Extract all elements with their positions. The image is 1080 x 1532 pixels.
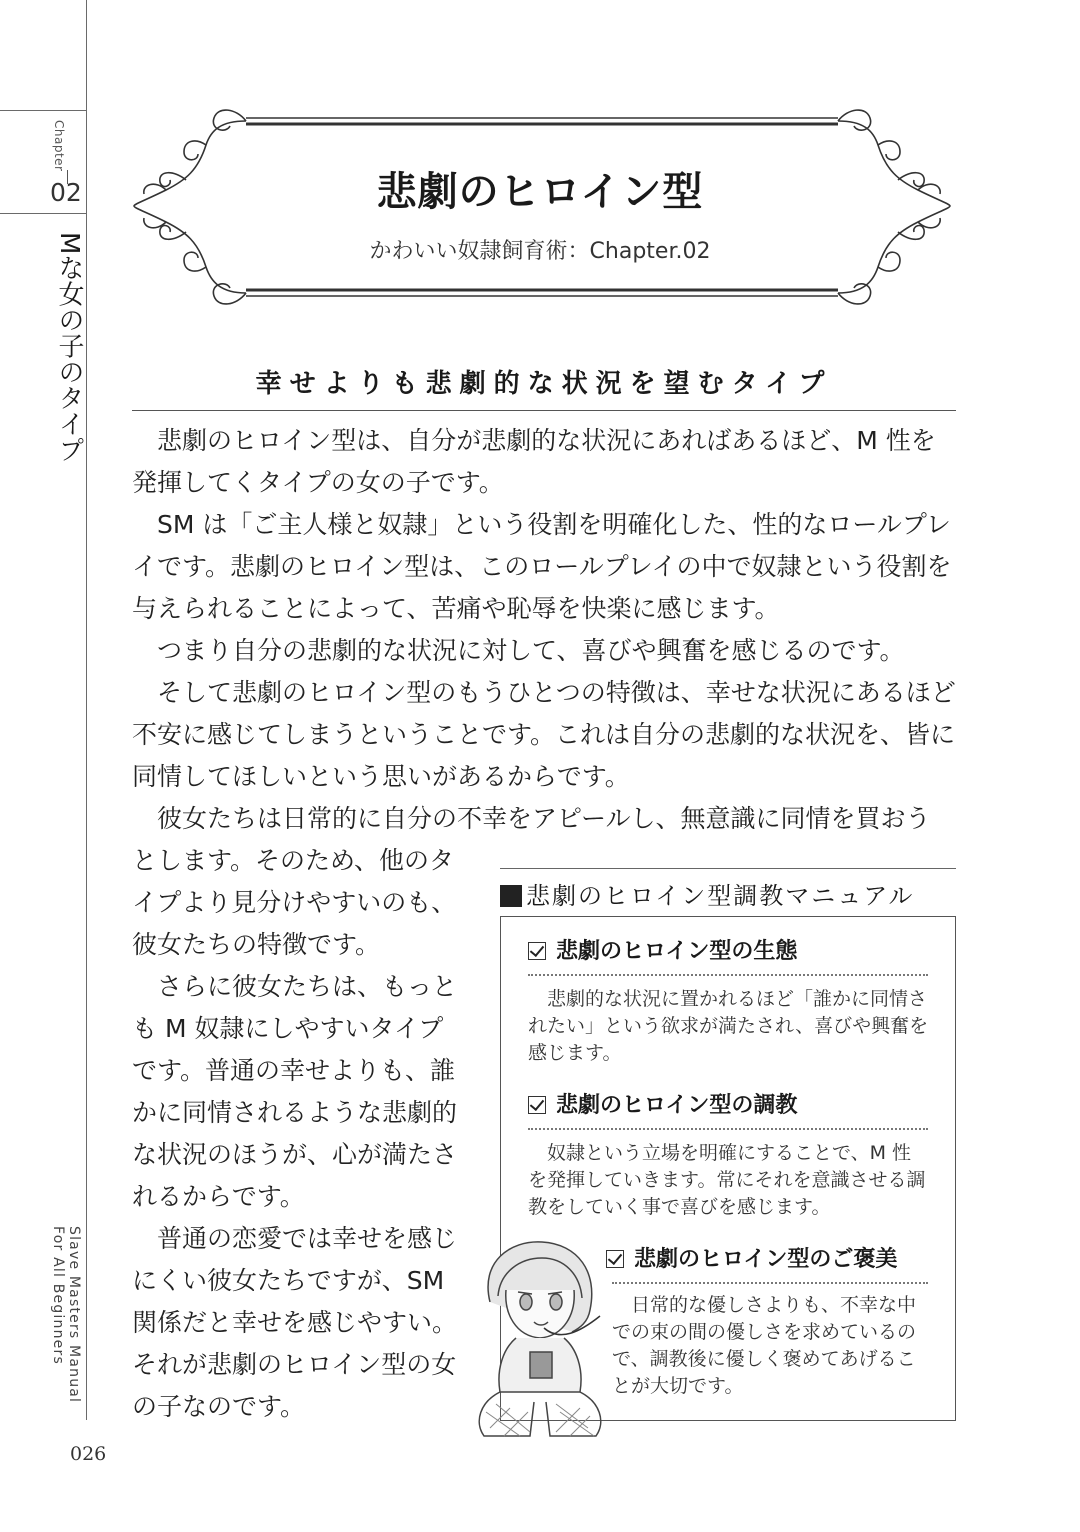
- anime-girl-illustration: [460, 1232, 620, 1442]
- chapter-number: 02: [50, 178, 82, 207]
- series-line-1: Slave Masters Manual: [66, 1226, 82, 1404]
- manual-heading-text: 悲劇のヒロイン型調教マニュアル: [526, 882, 915, 910]
- dotted-divider: [528, 974, 928, 976]
- manual-section-1-title: [528, 934, 797, 965]
- section-heading: 幸せよりも悲劇的な状況を望むタイプ: [255, 369, 833, 399]
- manual-section-1-text: [528, 986, 930, 1067]
- manual-top-rule: [500, 868, 956, 869]
- chapter-bottom-line: [0, 213, 87, 214]
- page-subtitle: かわいい奴隷飼育術：Chapter.02: [369, 239, 711, 264]
- check-icon: [528, 1096, 546, 1114]
- body-paragraph-2: SM は「ご主人様と奴隷」という役割を明確化した、性的なロールプレイです。悲劇のヒロイン型は、このロールプレイの中で奴隷という役割を与えられることによって、苦痛や恥辱を快楽に感じます。: [132, 510, 952, 623]
- manual-section-1-paragraph: 悲劇的な状況に置かれるほど「誰かに同情されたい」という欲求が満たされ、喜びや興奮を感じます。: [528, 988, 929, 1064]
- manual-heading: [500, 876, 960, 911]
- chapter-label: Chapter: [52, 120, 66, 172]
- manual-section-2-title-text: 悲劇のヒロイン型の調教: [556, 1093, 798, 1118]
- chapter-top-line: [0, 110, 87, 111]
- manual-section-2-paragraph: 奴隷という立場を明確にすることで、M 性を発揮していきます。常にそれを意識させる調教をしていく事で喜びを感じます。: [528, 1142, 926, 1218]
- dotted-divider: [612, 1282, 928, 1284]
- body-paragraph-7: さらに彼女たちは、もっとも M 奴隷にしやすいタイプです。普通の幸せよりも、誰かに同情されるような悲劇的な状況のほうが、心が満たされるからです。: [132, 972, 458, 1211]
- manual-section-3-title-text: 悲劇のヒロイン型のご褒美: [634, 1247, 898, 1272]
- manual-section-3-title: [606, 1242, 897, 1273]
- manual-section-2-title: [528, 1088, 797, 1119]
- dotted-divider: [528, 1128, 928, 1130]
- body-text: [132, 420, 960, 840]
- check-icon: [528, 942, 546, 960]
- square-bullet-icon: [500, 885, 522, 907]
- side-title: Mな女の子のタイプ: [54, 232, 84, 463]
- body-paragraph-6: とします。そのため、他のタイプより見分けやすいのも、彼女たちの特徴です。: [132, 846, 457, 959]
- section-rule: [132, 410, 956, 411]
- body-paragraph-5: 彼女たちは日常的に自分の不幸をアピールし、無意識に同情を買おう: [157, 804, 931, 833]
- body-paragraph-8: 普通の恋愛では幸せを感じにくい彼女たちですが、SM 関係だと幸せを感じやすい。それが悲劇のヒロイン型の女の子なのです。: [132, 1224, 458, 1421]
- body-text-column: [132, 840, 462, 1428]
- series-name: [42, 1226, 82, 1403]
- body-paragraph-4: そして悲劇のヒロイン型のもうひとつの特徴は、幸せな状況にあるほど不安に感じてしまうということです。これは自分の悲劇的な状況を、皆に同情してほしいという思いがあるからです。: [132, 678, 956, 791]
- body-paragraph-3: つまり自分の悲劇的な状況に対して、喜びや興奮を感じるのです。: [157, 636, 905, 665]
- manual-section-3-paragraph: 日常的な優しさよりも、不幸な中での束の間の優しさを求めているので、調教後に優しく褒めてあげることが大切です。: [612, 1294, 917, 1397]
- page-number: 026: [70, 1443, 107, 1465]
- manual-section-3-text: [612, 1292, 930, 1400]
- manual-section-2-text: [528, 1140, 930, 1221]
- manual-section-1-title-text: 悲劇のヒロイン型の生態: [556, 939, 798, 964]
- page-title: 悲劇のヒロイン型: [376, 169, 704, 215]
- series-line-2: For All Beginners: [50, 1226, 66, 1365]
- body-paragraph-1: 悲劇のヒロイン型は、自分が悲劇的な状況にあればあるほど、M 性を発揮してくタイプの女の子です。: [132, 426, 936, 497]
